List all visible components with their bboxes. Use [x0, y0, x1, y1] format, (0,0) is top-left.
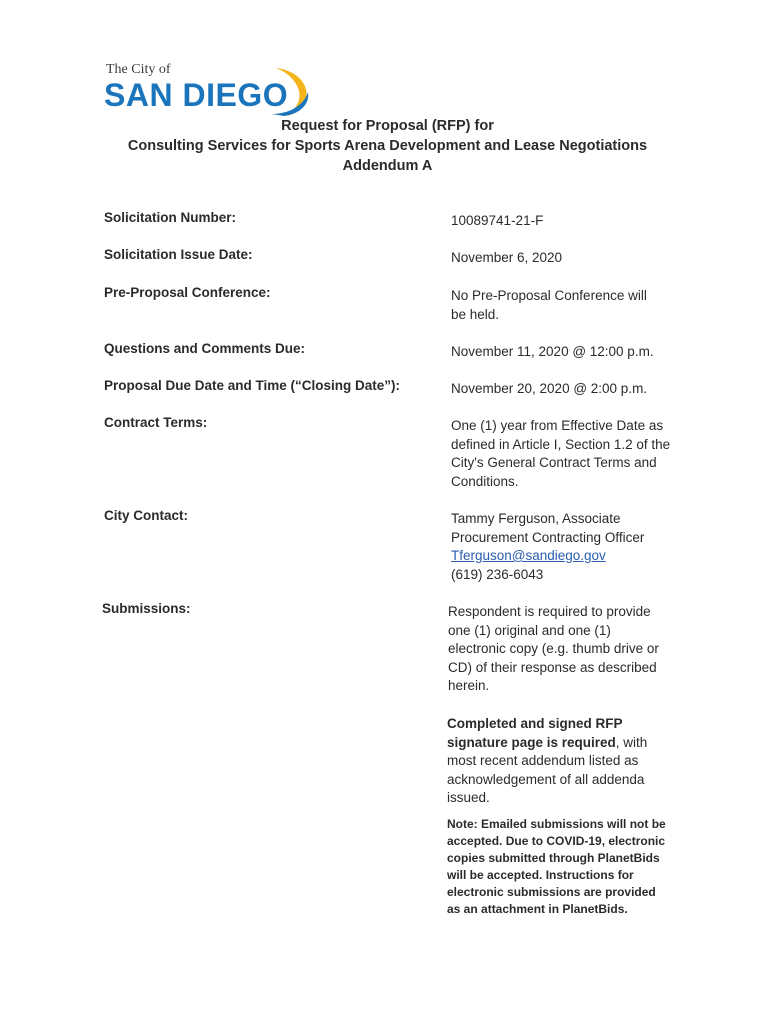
questions-due-value: November 11, 2020 @ 12:00 p.m. — [451, 344, 654, 359]
contact-email-link[interactable]: Tferguson@sandiego.gov — [451, 548, 606, 563]
city-contact-block — [451, 510, 666, 584]
city-contact-label: City Contact: — [104, 508, 188, 523]
covid-submission-note: Note: Emailed submissions will not be accepted. Due to COVID-19, electronic copies submitted through PlanetBids will be accepted. Instructions for electronic submissions are provided as an attachment in PlanetBids. — [447, 817, 666, 916]
document-title — [90, 116, 685, 176]
sun-wave-logo-icon — [270, 64, 316, 116]
signature-page-notice — [447, 715, 669, 808]
submissions-label: Submissions: — [102, 601, 191, 616]
logo-san-diego-text: SAN DIEGO — [104, 77, 289, 113]
pre-proposal-value: No Pre-Proposal Conference will be held. — [451, 288, 647, 322]
proposal-due-label: Proposal Due Date and Time (“Closing Date”): — [104, 378, 401, 393]
pre-proposal-label: Pre-Proposal Conference: — [104, 285, 271, 300]
contract-terms-value: One (1) year from Effective Date as defined in Article I, Section 1.2 of the City's General Contract Terms and Conditions. — [451, 418, 671, 489]
contact-phone: (619) 236-6043 — [451, 566, 544, 582]
signature-notice-rest: , with most recent addendum listed as acknowledgement of all addenda issued. — [447, 734, 648, 805]
proposal-due-value: November 20, 2020 @ 2:00 p.m. — [451, 381, 648, 396]
title-line-addendum: Addendum A — [342, 158, 433, 174]
solicitation-number-value: 10089741-21-F — [451, 213, 544, 228]
contract-terms-label: Contract Terms: — [104, 415, 208, 430]
issue-date-value: November 6, 2020 — [451, 250, 563, 265]
logo-sun-shape — [276, 68, 307, 116]
signature-notice-bold: Completed and signed RFP signature page is required — [447, 716, 623, 750]
submissions-value: Respondent is required to provide one (1) original and one (1) electronic copy (e.g. thumb drive or CD) of their response as described herein. — [448, 604, 659, 693]
title-line-services: Consulting Services for Sports Arena Development and Lease Negotiations — [127, 138, 648, 154]
title-line-rfp: Request for Proposal (RFP) for — [281, 118, 494, 134]
solicitation-number-label: Solicitation Number: — [104, 210, 237, 225]
city-logo — [104, 60, 314, 120]
questions-due-label: Questions and Comments Due: — [104, 341, 306, 356]
logo-city-of-text: The City of — [106, 62, 171, 77]
contact-name: Tammy Ferguson, Associate Procurement Contracting Officer — [451, 511, 645, 545]
issue-date-label: Solicitation Issue Date: — [104, 247, 253, 262]
